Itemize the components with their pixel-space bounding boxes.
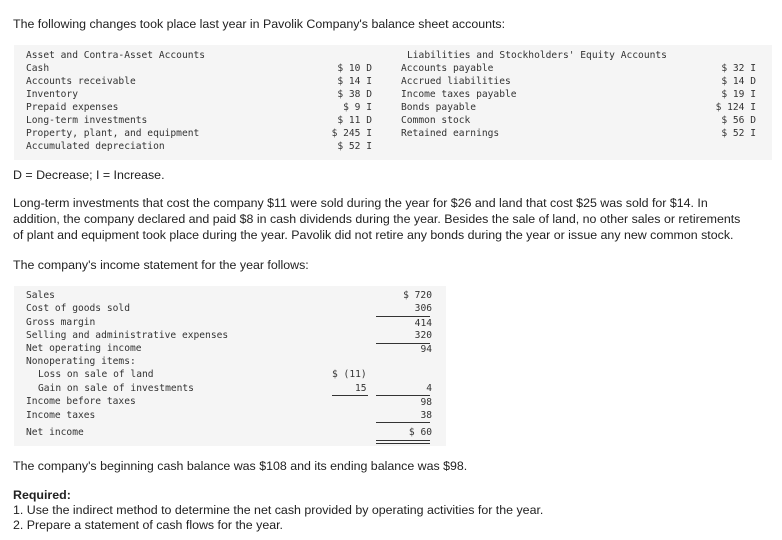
list-item: Bonds payable $ 124 I bbox=[401, 102, 756, 113]
required-item-1: 1. Use the indirect method to determine the net cash provided by operating activities for the year. bbox=[13, 503, 544, 517]
net-income-label: Net income bbox=[26, 427, 84, 438]
list-item: Common stock $ 56 D bbox=[401, 115, 756, 126]
required-title: Required: bbox=[13, 488, 71, 502]
gross-margin-label: Gross margin bbox=[26, 317, 96, 328]
list-item: Accumulated depreciation $ 52 I bbox=[26, 141, 372, 152]
cogs-label: Cost of goods sold bbox=[26, 303, 130, 314]
list-item: Retained earnings $ 52 I bbox=[401, 128, 756, 139]
income-before-taxes-label: Income before taxes bbox=[26, 396, 136, 407]
net-operating-label: Net operating income bbox=[26, 343, 142, 354]
list-item: Accounts receivable $ 14 I bbox=[26, 76, 372, 87]
list-item: Income taxes payable $ 19 I bbox=[401, 89, 756, 100]
income-statement-panel bbox=[14, 286, 446, 446]
list-item: Property, plant, and equipment $ 245 I bbox=[26, 128, 372, 139]
income-taxes-value: 38 bbox=[420, 410, 432, 421]
list-item: Cash $ 10 D bbox=[26, 63, 372, 74]
underline bbox=[376, 395, 430, 396]
net-operating-value: 94 bbox=[420, 344, 432, 355]
legend-text: D = Decrease; I = Increase. bbox=[13, 168, 165, 182]
loss-land-value: $ (11) bbox=[332, 369, 367, 380]
gain-investments-label: Gain on sale of investments bbox=[38, 383, 194, 394]
paragraph-line-3: of plant and equipment took place during the year. Pavolik did not retire any bonds during the year or issue any new common stock. bbox=[13, 228, 734, 242]
underline bbox=[376, 316, 430, 317]
list-item: Prepaid expenses $ 9 I bbox=[26, 102, 372, 113]
paragraph-line-2: addition, the company declared and paid $8 in cash dividends during the year. Besides the sale of land, no other sales or retirements bbox=[13, 212, 741, 226]
sales-value: $ 720 bbox=[403, 290, 432, 301]
list-item: Accrued liabilities $ 14 D bbox=[401, 76, 756, 87]
cash-note-text: The company's beginning cash balance was $108 and its ending balance was $98. bbox=[13, 459, 468, 473]
required-item-2: 2. Prepare a statement of cash flows for the year. bbox=[13, 518, 283, 532]
assets-header: Asset and Contra-Asset Accounts bbox=[26, 50, 206, 61]
sga-value: 320 bbox=[414, 330, 432, 341]
list-item: Long-term investments $ 11 D bbox=[26, 115, 372, 126]
loss-land-label: Loss on sale of land bbox=[38, 369, 154, 380]
double-underline bbox=[376, 440, 430, 441]
income-before-taxes-value: 98 bbox=[420, 397, 432, 408]
liabilities-header: Liabilities and Stockholders' Equity Accounts bbox=[407, 50, 667, 61]
list-item: Inventory $ 38 D bbox=[26, 89, 372, 100]
double-underline bbox=[376, 443, 430, 444]
sga-label: Selling and administrative expenses bbox=[26, 330, 229, 341]
income-intro-text: The company's income statement for the year follows: bbox=[13, 258, 309, 272]
cogs-value: 306 bbox=[414, 303, 432, 314]
income-taxes-label: Income taxes bbox=[26, 410, 96, 421]
nonoperating-label: Nonoperating items: bbox=[26, 356, 136, 367]
gross-margin-value: 414 bbox=[414, 318, 432, 329]
sales-label: Sales bbox=[26, 290, 55, 301]
income-statement bbox=[14, 286, 446, 446]
nonoperating-total: 4 bbox=[426, 383, 432, 394]
list-item: Accounts payable $ 32 I bbox=[401, 63, 756, 74]
gain-investments-value: 15 bbox=[355, 383, 367, 394]
balance-sheet-panel bbox=[14, 45, 772, 160]
net-income-value: $ 60 bbox=[408, 427, 432, 438]
underline bbox=[332, 395, 368, 396]
paragraph-line-1: Long-term investments that cost the company $11 were sold during the year for $26 and land that cost $25 was sold for $14. In bbox=[13, 196, 708, 210]
underline bbox=[376, 422, 430, 423]
intro-text: The following changes took place last year in Pavolik Company's balance sheet accounts: bbox=[13, 17, 506, 31]
